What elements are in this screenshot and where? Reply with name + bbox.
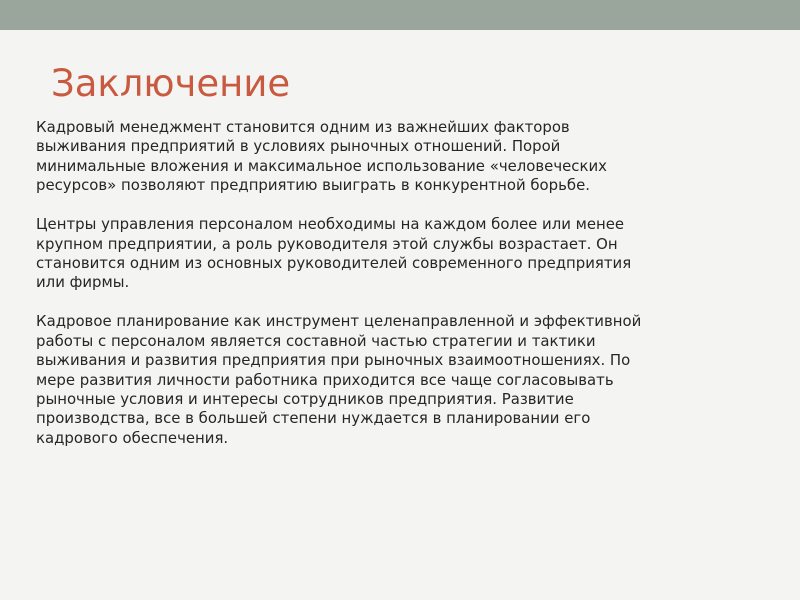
paragraph-3 [36, 312, 776, 448]
paragraph-line: Центры управления персоналом необходимы на каждом более или менее [36, 215, 625, 234]
paragraph-line: рыночные условия и интересы сотрудников предприятия. Развитие [36, 390, 574, 409]
paragraph-1 [36, 118, 776, 196]
paragraph-line: крупном предприятии, а роль руководителя этой службы возрастает. Он [36, 234, 618, 253]
paragraph-line: производства, все в большей степени нуждается в планировании его [36, 409, 591, 428]
paragraph-line: работы с персоналом является составной частью стратегии и тактики [36, 331, 596, 350]
paragraph-line: кадрового обеспечения. [36, 428, 229, 447]
paragraph-line: или фирмы. [36, 273, 130, 292]
paragraph-line: ресурсов» позволяют предприятию выиграть в конкурентной борьбе. [36, 176, 590, 195]
top-decorative-bar [0, 0, 800, 30]
paragraph-line: выживания предприятий в условиях рыночных отношений. Порой [36, 137, 561, 156]
paragraph-line: становится одним из основных руководителей современного предприятия [36, 254, 632, 273]
paragraph-line: Кадровый менеджмент становится одним из важнейших факторов [36, 118, 570, 136]
paragraph-line: мере развития личности работника приходится все чаще согласовывать [36, 370, 614, 389]
paragraph-2 [36, 215, 776, 293]
paragraph-line: выживания и развития предприятия при рыночных взаимоотношениях. По [36, 351, 631, 370]
slide-body [36, 118, 776, 448]
paragraph-line: Кадровое планирование как инструмент целенаправленной и эффективной [36, 312, 642, 331]
slide-title: Заключение [51, 62, 291, 105]
paragraph-line: минимальные вложения и максимальное использование «человеческих [36, 156, 607, 175]
